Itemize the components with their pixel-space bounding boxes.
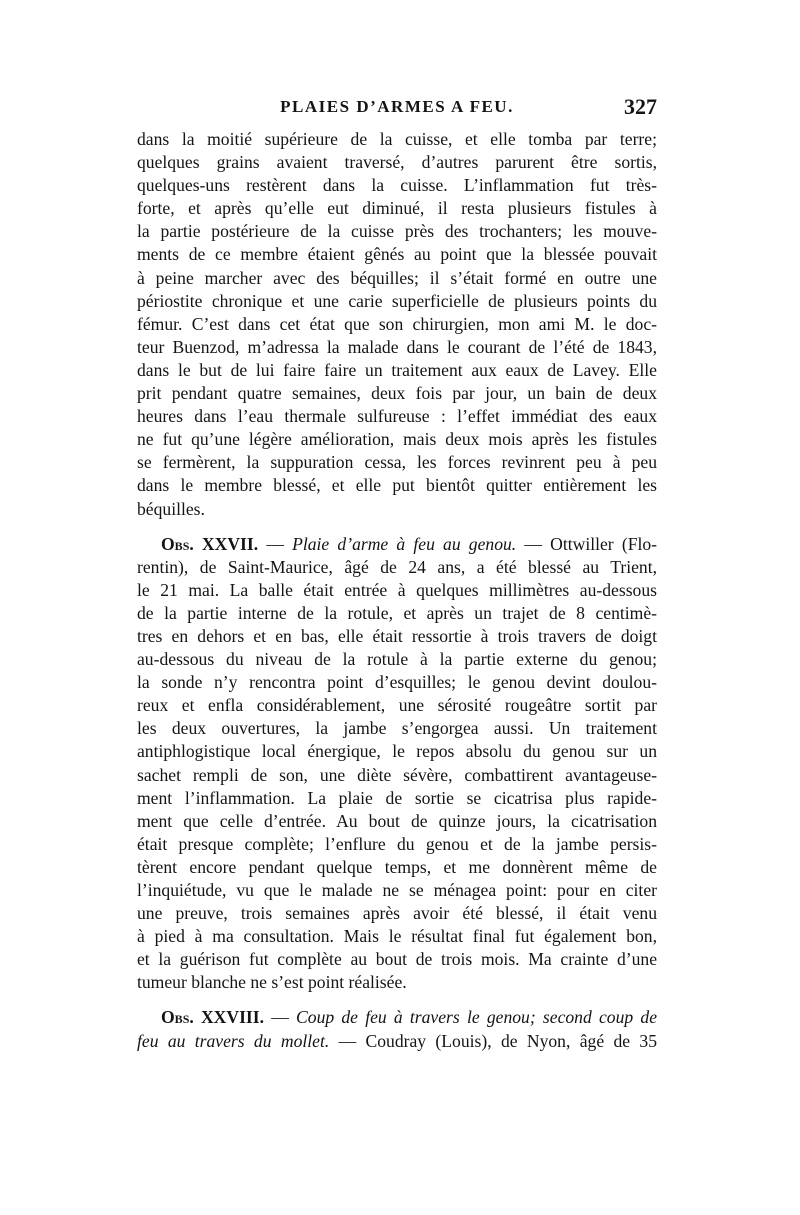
text-line: ment que celle d’entrée. Au bout de quinze jours, la cicatrisation — [137, 810, 657, 831]
observation-28 — [137, 1006, 657, 1052]
text-line: ment l’inflammation. La plaie de sortie se cicatrisa plus rapide- — [137, 787, 657, 808]
observation-title: Plaie d’arme à feu au genou. — [292, 533, 517, 554]
text-line: tumeur blanche ne s’est point réalisée. — [137, 972, 407, 993]
text-line: quelques-uns restèrent dans la cuisse. L’inflammation fut très- — [137, 175, 657, 196]
text-line: prit pendant quatre semaines, deux fois par jour, un bain de deux — [137, 383, 657, 404]
text-line: dans le membre blessé, et elle put bientôt quitter entièrement les — [137, 475, 657, 496]
paragraph-gap — [137, 994, 657, 1006]
page-header — [137, 94, 657, 123]
text-line: la sonde n’y rencontra point d’esquilles; le genou devint doulou- — [137, 672, 657, 693]
paragraph-gap — [137, 521, 657, 533]
text-line: reux et enfla considérablement, une sérosité rougeâtre sortit par — [137, 695, 657, 716]
text-line: dans la moitié supérieure de la cuisse, et elle tomba par terre; — [137, 129, 657, 149]
text-line: béquilles. — [137, 498, 205, 519]
text-line: dans le but de lui faire faire un traitement aux eaux de Lavey. Elle — [137, 359, 657, 380]
text-line: rentin), de Saint-Maurice, âgé de 24 ans, a été blessé au Trient, — [137, 556, 657, 577]
text-line: les deux ouvertures, la jambe s’engorgea aussi. Un traitement — [137, 718, 657, 739]
text-line: ments de ce membre étaient gênés au point que la blessée pouvait — [137, 244, 657, 265]
observation-heading-line — [137, 533, 657, 556]
body-text — [137, 128, 657, 1053]
text-line: sachet rempli de son, une diète sévère, combattirent avantageuse- — [137, 764, 657, 785]
text-line: l’inquiétude, vu que le malade ne se ménagea point: pour en citer — [137, 880, 657, 900]
title-separator: — — [264, 1007, 297, 1028]
running-title: PLAIES D’ARMES A FEU. — [280, 97, 514, 116]
text-line: teur Buenzod, m’adressa la malade dans le courant de l’été de 1843, — [137, 336, 657, 357]
text-line: le 21 mai. La balle était entrée à quelques millimètres au-dessous — [137, 579, 657, 600]
text-line: la partie postérieure de la cuisse près des trochanters; les mouve- — [137, 221, 657, 242]
page-number: 327 — [624, 94, 657, 119]
text-line: à pied à ma consultation. Mais le résultat final fut également bon, — [137, 926, 657, 947]
text-line: heures dans l’eau thermale sulfureuse : l’effet immédiat des eaux — [137, 406, 657, 427]
text-line: était presque complète; l’enflure du genou et de la jambe persis- — [137, 833, 657, 854]
text-line: antiphlogistique local énergique, le repos absolu du genou sur un — [137, 741, 657, 762]
text-line: et la guérison fut complète au bout de trois mois. Ma crainte d’une — [137, 949, 657, 970]
observation-heading-line-2 — [137, 1030, 657, 1053]
text-line: à peine marcher avec des béquilles; il s’était formé en outre une — [137, 267, 657, 288]
text-line: forte, et après qu’elle eut diminué, il resta plusieurs fistules à — [137, 198, 657, 219]
observation-title-continued: feu au travers du mollet. — [137, 1030, 330, 1051]
text-line: périostite chronique et une carie superficielle de plusieurs points du — [137, 290, 657, 311]
observation-label: Obs. XXVII. — [161, 533, 259, 554]
text-line: fémur. C’est dans cet état que son chirurgien, mon ami M. le doc- — [137, 313, 657, 334]
text-line: se fermèrent, la suppuration cessa, les forces revinrent peu à peu — [137, 452, 657, 473]
paragraph-continuation — [137, 128, 657, 521]
text-line: ne fut qu’une légère amélioration, mais deux mois après les fistules — [137, 429, 657, 450]
observation-heading-rest: — Ottwiller (Flo- — [516, 533, 657, 554]
text-line: tres en dehors et en bas, elle était ressortie à trois travers de doigt — [137, 625, 657, 646]
title-separator: — — [258, 533, 293, 554]
text-line: quelques grains avaient traversé, d’autres parurent être sortis, — [137, 152, 657, 173]
text-line: une preuve, trois semaines après avoir été blessé, il était venu — [137, 903, 657, 924]
observation-title: Coup de feu à travers le genou; second coup de — [296, 1007, 657, 1028]
observation-27 — [137, 533, 657, 995]
text-line: au-dessous du niveau de la rotule à la partie externe du genou; — [137, 649, 657, 670]
text-line: tèrent encore pendant quelque temps, et me donnèrent même de — [137, 856, 657, 877]
observation-heading-rest: — Coudray (Louis), de Nyon, âgé de 35 — [329, 1030, 657, 1051]
text-line: de la partie interne de la rotule, et après un trajet de 8 centimè- — [137, 602, 657, 623]
observation-heading-line — [137, 1006, 657, 1029]
observation-label: Obs. XXVIII. — [161, 1007, 265, 1028]
